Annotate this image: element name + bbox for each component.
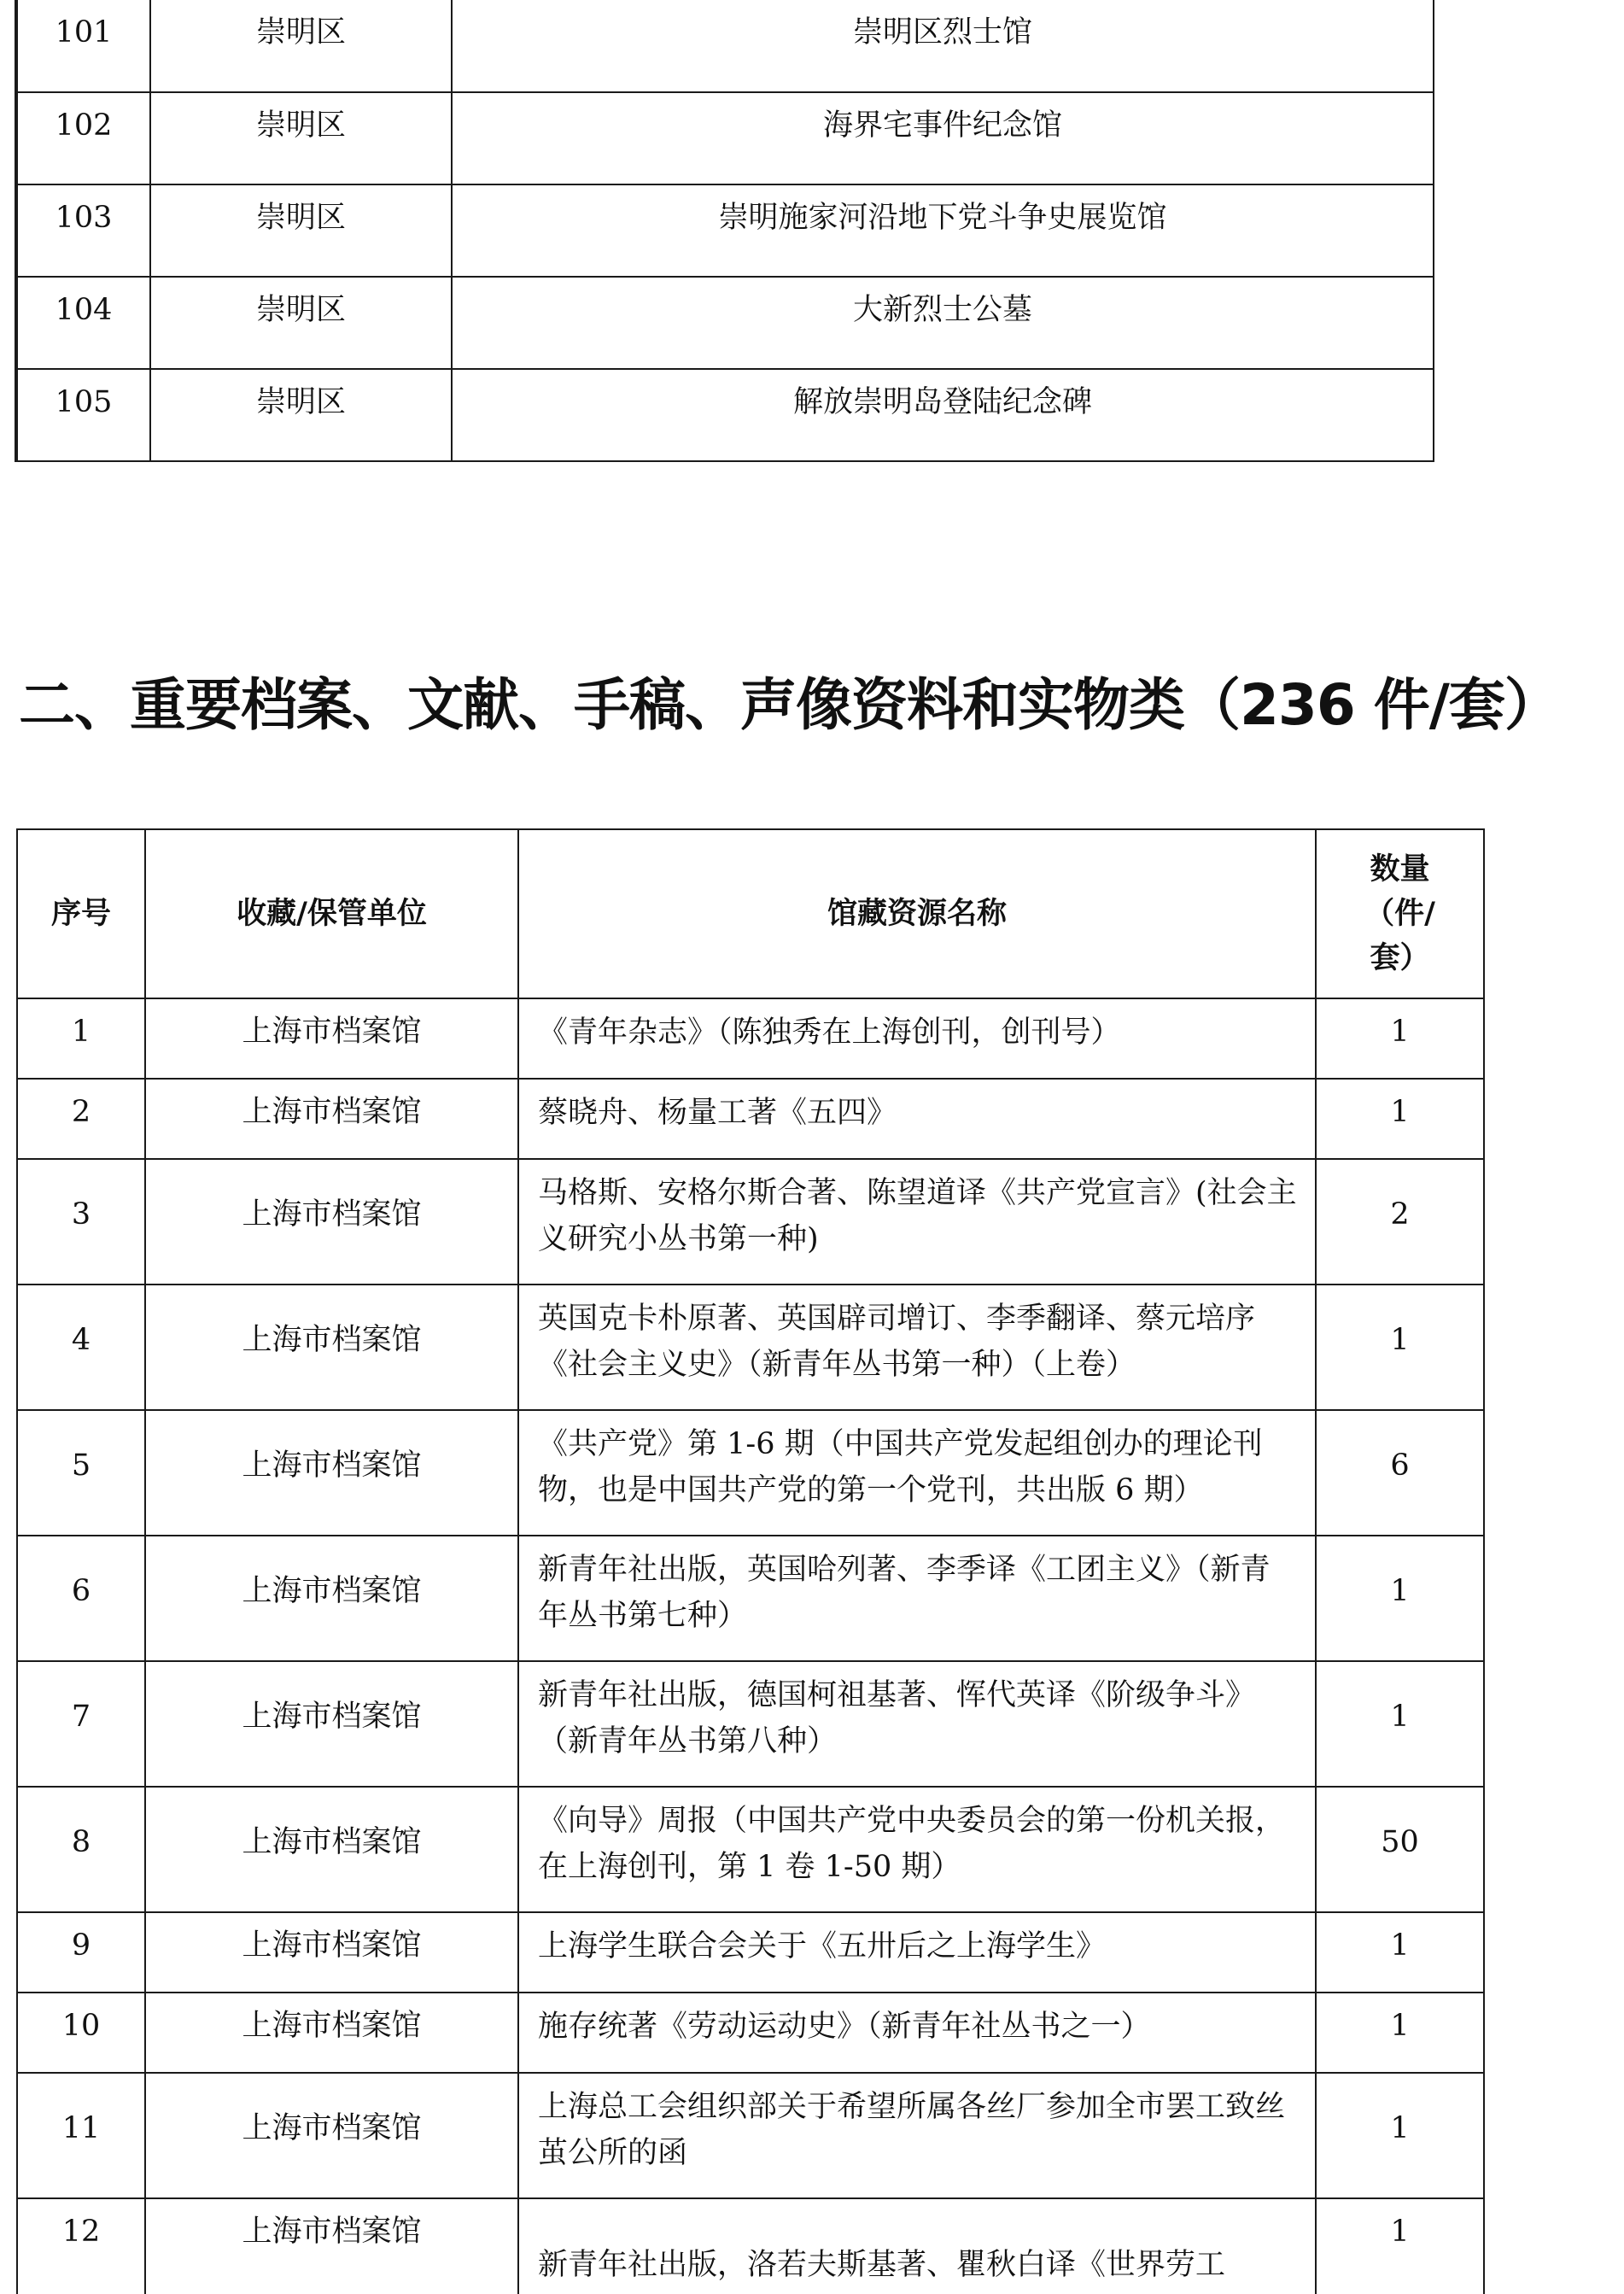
table-row xyxy=(17,1410,1484,1536)
table-header-row xyxy=(17,829,1484,998)
quantity: 1 xyxy=(1316,1912,1484,1993)
resource-name: 蔡晓舟、杨量工著《五四》 xyxy=(518,1079,1316,1159)
collections-table xyxy=(16,828,1485,2294)
header-resource-name: 馆藏资源名称 xyxy=(518,829,1316,998)
holding-unit: 上海市档案馆 xyxy=(145,1787,518,1912)
resource-name: 施存统著《劳动运动史》（新青年社丛书之一） xyxy=(518,1993,1316,2073)
row-number: 4 xyxy=(17,1285,145,1410)
holding-unit: 上海市档案馆 xyxy=(145,998,518,1079)
table-row xyxy=(17,1912,1484,1993)
quantity: 1 xyxy=(1316,1661,1484,1787)
row-number: 104 xyxy=(16,277,150,369)
header-quantity-line: 数量 xyxy=(1370,852,1430,887)
header-quantity-line: （件/ xyxy=(1364,897,1435,931)
resource-name: 新青年社出版，德国柯祖基著、恽代英译《阶级争斗》（新青年丛书第八种） xyxy=(518,1661,1316,1787)
resource-name: 新青年社出版，英国哈列著、李季译《工团主义》（新青年丛书第七种） xyxy=(518,1536,1316,1661)
row-number: 9 xyxy=(17,1912,145,1993)
quantity: 1 xyxy=(1316,2073,1484,2198)
resource-name: 新青年社出版，洛若夫斯基著、瞿秋白译《世界劳工 xyxy=(518,2198,1316,2294)
quantity: 1 xyxy=(1316,1079,1484,1159)
table-row xyxy=(17,2198,1484,2294)
header-unit: 收藏/保管单位 xyxy=(145,829,518,998)
row-number: 1 xyxy=(17,998,145,1079)
row-number: 11 xyxy=(17,2073,145,2198)
district: 崇明区 xyxy=(150,0,452,92)
quantity: 6 xyxy=(1316,1410,1484,1536)
district: 崇明区 xyxy=(150,92,452,184)
quantity: 1 xyxy=(1316,1993,1484,2073)
row-number: 12 xyxy=(17,2198,145,2294)
resource-name: 上海总工会组织部关于希望所属各丝厂参加全市罢工致丝茧公所的函 xyxy=(518,2073,1316,2198)
district: 崇明区 xyxy=(150,369,452,461)
row-number: 6 xyxy=(17,1536,145,1661)
row-number: 2 xyxy=(17,1079,145,1159)
district: 崇明区 xyxy=(150,277,452,369)
holding-unit: 上海市档案馆 xyxy=(145,1993,518,2073)
table-row xyxy=(16,277,1434,369)
site-name: 崇明施家河沿地下党斗争史展览馆 xyxy=(452,184,1434,277)
table-row xyxy=(17,998,1484,1079)
table-row xyxy=(16,369,1434,461)
quantity: 1 xyxy=(1316,2198,1484,2294)
table-row xyxy=(17,1787,1484,1912)
site-name: 大新烈士公墓 xyxy=(452,277,1434,369)
quantity: 2 xyxy=(1316,1159,1484,1285)
row-number: 7 xyxy=(17,1661,145,1787)
holding-unit: 上海市档案馆 xyxy=(145,1536,518,1661)
row-number: 3 xyxy=(17,1159,145,1285)
row-number: 103 xyxy=(16,184,150,277)
table-row xyxy=(17,1159,1484,1285)
section-heading: 二、重要档案、文献、手稿、声像资料和实物类（236 件/套） xyxy=(19,672,1560,738)
site-name: 崇明区烈士馆 xyxy=(452,0,1434,92)
row-number: 8 xyxy=(17,1787,145,1912)
holding-unit: 上海市档案馆 xyxy=(145,1159,518,1285)
resource-name: 《共产党》第 1-6 期（中国共产党发起组创办的理论刊物，也是中国共产党的第一个党刊，共出版 6 期） xyxy=(518,1410,1316,1536)
table-row xyxy=(17,1993,1484,2073)
site-name: 解放崇明岛登陆纪念碑 xyxy=(452,369,1434,461)
header-number: 序号 xyxy=(17,829,145,998)
row-number: 5 xyxy=(17,1410,145,1536)
holding-unit: 上海市档案馆 xyxy=(145,1410,518,1536)
table-row xyxy=(16,184,1434,277)
table-row xyxy=(16,92,1434,184)
holding-unit: 上海市档案馆 xyxy=(145,1285,518,1410)
row-number: 10 xyxy=(17,1993,145,2073)
quantity: 1 xyxy=(1316,1285,1484,1410)
quantity: 1 xyxy=(1316,1536,1484,1661)
holding-unit: 上海市档案馆 xyxy=(145,2073,518,2198)
resource-name: 马格斯、安格尔斯合著、陈望道译《共产党宣言》(社会主义研究小丛书第一种) xyxy=(518,1159,1316,1285)
resource-name: 上海学生联合会关于《五卅后之上海学生》 xyxy=(518,1912,1316,1993)
district-sites-table xyxy=(15,0,1434,462)
district: 崇明区 xyxy=(150,184,452,277)
resource-name: 英国克卡朴原著、英国辟司增订、李季翻译、蔡元培序《社会主义史》（新青年丛书第一种）（上卷） xyxy=(518,1285,1316,1410)
table-row xyxy=(17,2073,1484,2198)
quantity: 1 xyxy=(1316,998,1484,1079)
resource-name: 《向导》周报（中国共产党中央委员会的第一份机关报，在上海创刊，第 1 卷 1-50 期） xyxy=(518,1787,1316,1912)
table-row xyxy=(17,1285,1484,1410)
table-row xyxy=(17,1079,1484,1159)
holding-unit: 上海市档案馆 xyxy=(145,2198,518,2294)
header-quantity xyxy=(1316,829,1484,998)
resource-name: 《青年杂志》（陈独秀在上海创刊，创刊号） xyxy=(518,998,1316,1079)
row-number: 101 xyxy=(16,0,150,92)
row-number: 105 xyxy=(16,369,150,461)
holding-unit: 上海市档案馆 xyxy=(145,1912,518,1993)
row-number: 102 xyxy=(16,92,150,184)
quantity: 50 xyxy=(1316,1787,1484,1912)
table-row xyxy=(17,1536,1484,1661)
site-name: 海界宅事件纪念馆 xyxy=(452,92,1434,184)
table-row xyxy=(17,1661,1484,1787)
table-row xyxy=(16,0,1434,92)
holding-unit: 上海市档案馆 xyxy=(145,1661,518,1787)
header-quantity-line: 套） xyxy=(1370,941,1430,975)
holding-unit: 上海市档案馆 xyxy=(145,1079,518,1159)
